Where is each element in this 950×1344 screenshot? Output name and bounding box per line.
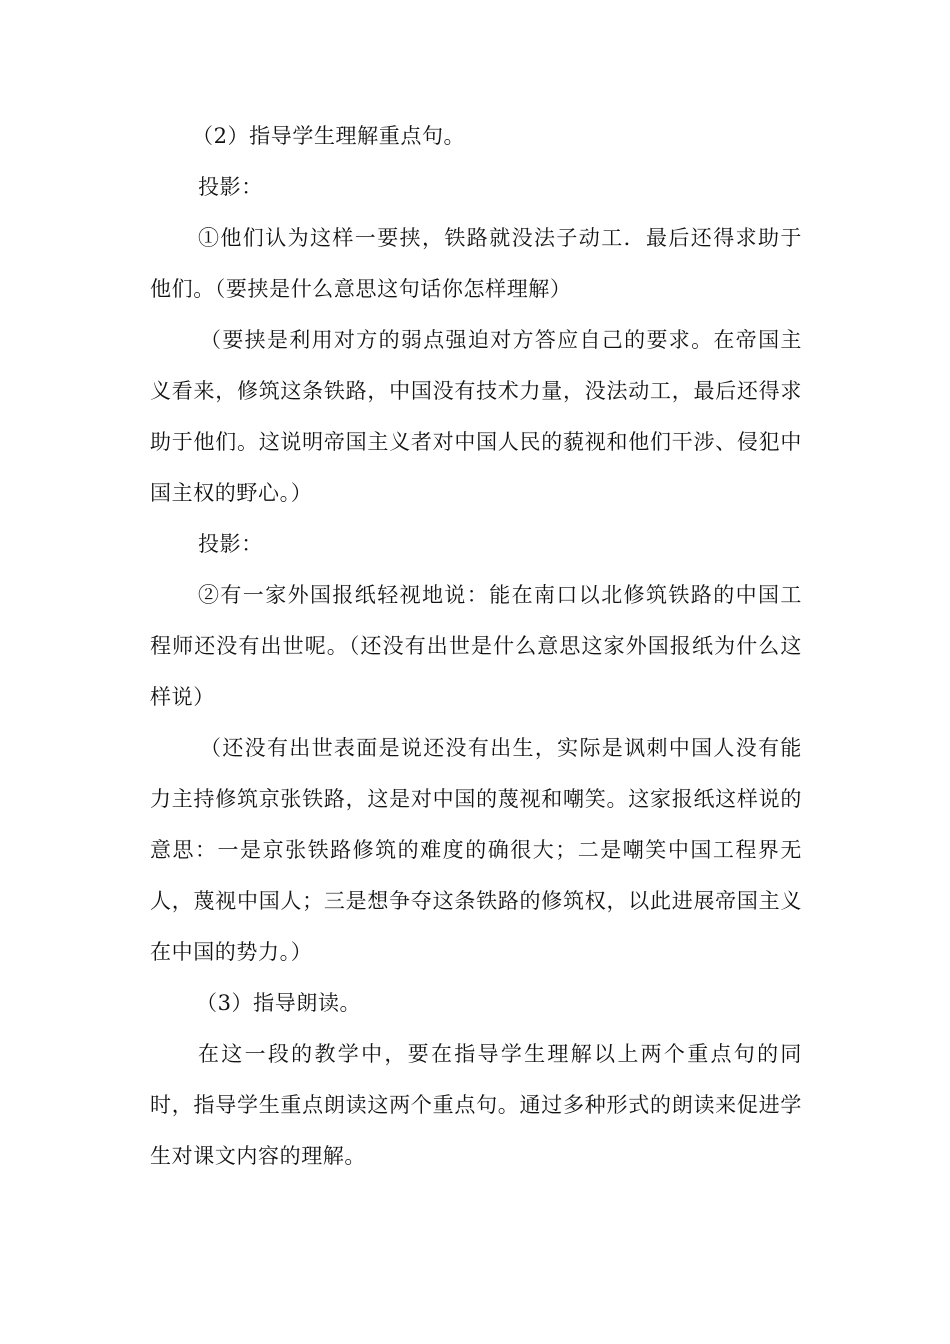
section-heading-reading: （3）指导朗读。 bbox=[196, 991, 362, 1015]
key-sentence-two: ②有一家外国报纸轻视地说：能在南口以北修筑铁路的中国工程师还没有出世呢。（还没有出世是什么意思这家外国报纸为什么这样说） bbox=[150, 583, 802, 709]
projection-label: 投影： bbox=[198, 175, 263, 199]
explanation-two: （还没有出世表面是说还没有出生，实际是讽刺中国人没有能力主持修筑京张铁路，这是对中国的蔑视和嘲笑。这家报纸这样说的意思：一是京张铁路修筑的难度的确很大；二是嘲笑中国工程界无人，蔑视中国人；三是想争夺这条铁路的修筑权，以此进展帝国主义在中国的势力。） bbox=[150, 736, 802, 964]
section-heading-key-sentences: （2）指导学生理解重点句。 bbox=[192, 124, 466, 148]
teaching-note: 在这一段的教学中，要在指导学生理解以上两个重点句的同时，指导学生重点朗读这两个重点句。通过多种形式的朗读来促进学生对课文内容的理解。 bbox=[150, 1042, 802, 1168]
key-sentence-one: ①他们认为这样一要挟，铁路就没法子动工．最后还得求助于他们。（要挟是什么意思这句话你怎样理解） bbox=[150, 226, 802, 301]
projection-label: 投影： bbox=[198, 532, 263, 556]
explanation-one: （要挟是利用对方的弱点强迫对方答应自己的要求。在帝国主义看来，修筑这条铁路，中国没有技术力量，没法动工，最后还得求助于他们。这说明帝国主义者对中国人民的藐视和他们干涉、侵犯中国主权的野心。） bbox=[150, 328, 802, 505]
